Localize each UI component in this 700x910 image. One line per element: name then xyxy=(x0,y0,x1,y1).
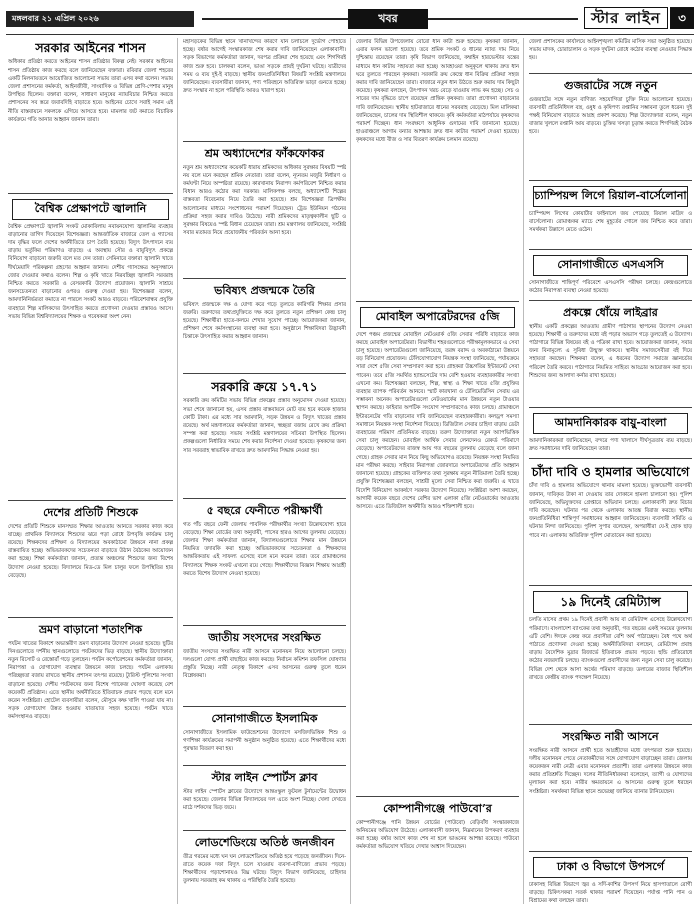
article-headline: সোনাগাজীতে ইসলামিক xyxy=(211,712,318,725)
article xyxy=(529,304,692,404)
article xyxy=(529,728,692,848)
article xyxy=(529,462,692,582)
article-headline: দেশের প্রতিটি শিশুকে xyxy=(43,506,138,519)
article xyxy=(8,38,173,190)
article-body: চ্যাম্পিয়ন্স লিগের কোয়ার্টার ফাইনালে জয় পেয়েছে রিয়াল মাদ্রিদ ও বার্সেলোনা। রোমাঞ্চকর ম্যাচে শেষ মুহূর্তের গোলে জয় নিশ্চিত করে তারা। সমর্থকরা উল্লাসে মেতে ওঠেন। xyxy=(529,210,692,234)
column-2 xyxy=(183,38,346,904)
article-headline: প্রকল্পে ধোঁয়ে লাইব্রার xyxy=(563,306,658,319)
divider xyxy=(8,617,173,618)
article-headline: আমদানিকারক বায়ু-বাংলা xyxy=(533,413,688,434)
column-divider xyxy=(523,38,524,904)
article-body: গত পাঁচ বছরে ফেনী জেলায় পাবলিক পরীক্ষার্থীর সংখ্যা উল্লেখযোগ্য হারে বেড়েছে। শিক্ষা বোর্ডের তথ্য অনুযায়ী, পাসের হারও আগের তুলনায় বেড়েছে। জেলার শিক্ষা কর্মকর্তারা জানান, বিদ্যালয়গুলোতে শিক্ষার মান উন্নয়নে নিয়মিত তদারকি করা হচ্ছে। অভিভাবকদের সচেতনতা ও শিক্ষকদের আন্তরিকতায় এই সাফল্য এসেছে বলে মনে করেন তারা। তবে গ্রামাঞ্চলের বিদ্যালয়ে শিক্ষক সংকট এখনো রয়ে গেছে। শিক্ষার্থীদের বিজ্ঞান শিক্ষায় আগ্রহী করতে বিশেষ উদ্যোগ নেওয়া হয়েছে। xyxy=(183,521,346,577)
article-body: কোম্পানীগঞ্জে পানি উন্নয়ন বোর্ডের (পাউবো) বেড়িবাঁধ সংস্কারকাজে অনিয়মের অভিযোগ উঠেছে। এলাকাবাসী জানান, নিম্নমানের উপকরণ ব্যবহার করা হচ্ছে। বর্ষার আগে কাজ শেষ না হলে ভাঙনের আশঙ্কা রয়েছে। পাউবো কর্মকর্তারা অভিযোগ খতিয়ে দেখার আশ্বাস দিয়েছেন। xyxy=(356,819,519,851)
article-headline: শ্রম অধ্যাদেশের ফাঁকফোকর xyxy=(204,147,325,160)
article-body: নতুন শ্রম অধ্যাদেশের কয়েকটি ধারায় শ্রমিকদের অধিকার সুরক্ষার বিষয়টি স্পষ্ট নয় বলে মনে করছেন শ্রমিক নেতারা। তারা বলেন, ন্যূনতম মজুরি নির্ধারণ ও কর্মঘণ্টা নিয়ে অস্পষ্টতা রয়েছে। কারখানায় নিরাপদ কর্মপরিবেশ নিশ্চিত করার বিধান আরও কঠোর করা দরকার। মালিকপক্ষ বলছে, অধ্যাদেশটি শিল্পের বাস্তবতা বিবেচনায় নিয়ে তৈরি করা হয়েছে। শ্রম বিশেষজ্ঞরা ত্রিপক্ষীয় আলোচনার মাধ্যমে সংশোধনের পরামর্শ দিয়েছেন। ট্রেড ইউনিয়ন গঠনের প্রক্রিয়া সহজ করার দাবিও উঠেছে। নারী শ্রমিকদের মাতৃত্বকালীন ছুটি ও সুরক্ষার বিষয়েও স্পষ্ট বিধান চেয়েছেন তারা। শ্রম মন্ত্রণালয় জানিয়েছে, সংশ্লিষ্ট সবার মতামত নিয়ে প্রয়োজনীয় পরিবর্তন আনা হবে। xyxy=(183,164,346,237)
issue-date: মঙ্গলবার ২১ এপ্রিল ২০২৬ xyxy=(6,11,194,27)
article-body: ভবিষ্যৎ প্রজন্মকে দক্ষ ও যোগ্য করে গড়ে তুলতে কারিগরি শিক্ষার প্রসার জরুরি। তরুণদের তথ্যপ্রযুক্তিতে দক্ষ করে তুলতে নতুন প্রশিক্ষণ কেন্দ্র চালু হয়েছে। শিক্ষার্থীরা হাতে-কলমে শেখার সুযোগ পাচ্ছে। আয়োজকরা জানান, প্রশিক্ষণ শেষে কর্মসংস্থানের ব্যবস্থা করা হবে। অনুষ্ঠানে শিক্ষাবিদরা উদ্ভাবনী চিন্তাকে উৎসাহিত করার আহ্বান জানান। xyxy=(183,301,346,341)
column-1 xyxy=(8,38,173,904)
article xyxy=(356,38,519,298)
article-body: পর্যটন খাতের বিকাশে অভ্যন্তরীণ ভ্রমণ বাড়ানোর উদ্যোগ নেওয়া হয়েছে। ছুটির দিনগুলোতে দর্শনীয় স্থানগুলোতে পর্যটকদের ভিড় বাড়ছে। স্থানীয় উদ্যোক্তারা নতুন রিসোর্ট ও রেস্তোরাঁ গড়ে তুলছেন। পর্যটন কর্পোরেশনের কর্মকর্তারা জানান, নিরাপত্তা ও যোগাযোগ ব্যবস্থার উন্নয়নে কাজ চলছে। পর্যটন এলাকায় পরিচ্ছন্নতা বজায় রাখতে স্থানীয় প্রশাসন তৎপর রয়েছে। ট্যুরিস্ট পুলিশের সংখ্যা বাড়ানো হয়েছে। দেশীয় পর্যটকদের জন্য বিশেষ প্যাকেজ ঘোষণা করেছে বেশ কয়েকটি প্রতিষ্ঠান। এতে স্থানীয় অর্থনীতিতে ইতিবাচক প্রভাব পড়ছে বলে মনে করেন সংশ্লিষ্টরা। হোটেল ব্যবসায়ীরা বলেন, মৌসুমে কক্ষ খালি পাওয়া যায় না। সড়ক যোগাযোগ উন্নত হওয়ায় যাতায়াত সহজ হয়েছে। পর্যটন খাতে কর্মসংস্থানও বাড়ছে। xyxy=(8,640,173,721)
article-headline: সরকারি ক্রয়ে ১৭.৭১ xyxy=(211,379,318,394)
divider xyxy=(183,706,346,707)
article xyxy=(183,629,346,703)
header-rule-left xyxy=(202,18,348,20)
article xyxy=(529,38,692,70)
divider xyxy=(183,373,346,374)
article xyxy=(183,834,346,904)
article-headline: সোনাগাজীতে এসএসসি xyxy=(533,255,688,276)
article xyxy=(356,800,519,900)
article-body: অধিকার প্রতিষ্ঠা করতে আইনের শাসন প্রতিষ্ঠার বিকল্প নেই। সরকার আইনের শাসন প্রতিষ্ঠায় কাজ করছে বলে জানিয়েছেন বক্তারা। রবিবার জেলা শহরের একটি মিলনায়তনে আয়োজিত আলোচনা সভায় তারা এসব কথা বলেন। সভায় জেলা প্রশাসনের কর্মকর্তা, আইনজীবী, সাংবাদিক ও বিভিন্ন শ্রেণি-পেশার মানুষ উপস্থিত ছিলেন। বক্তারা বলেন, সাধারণ মানুষের ন্যায়বিচার নিশ্চিত করতে প্রশাসনের সব স্তরে জবাবদিহি বাড়াতে হবে। আইনের চোখে সবাই সমান এই নীতি বাস্তবায়নে সকলকে এগিয়ে আসতে হবে। মামলার জট কমাতে বিচারিক কার্যক্রমে গতি আনার আহ্বান জানান তারা। xyxy=(8,59,173,123)
column-divider xyxy=(177,38,178,904)
divider xyxy=(529,585,692,586)
article-headline: কোম্পানীগঞ্জে পাউবো’র xyxy=(383,802,492,815)
divider xyxy=(8,193,173,194)
divider xyxy=(529,249,692,250)
article-body: তীব্র গরমের মধ্যে ঘন ঘন লোডশেডিংয়ে অতিষ্ঠ হয়ে পড়েছে জনজীবন। দিনে-রাতে কয়েক দফা বিদ্যুৎ চলে যাওয়ায় ব্যবসা-বাণিজ্যে প্রভাব পড়ছে। শিক্ষার্থীদের পড়াশোনায়ও বিঘ্ন ঘটছে। বিদ্যুৎ বিভাগ জানিয়েছে, চাহিদার তুলনায় সরবরাহ কম থাকায় এ পরিস্থিতি তৈরি হয়েছে। xyxy=(183,853,346,885)
article-body: বৈশ্বিক প্রেক্ষাপটে জ্বালানি সংকট মোকাবিলায় নবায়নযোগ্য জ্বালানির ব্যবহার বাড়ানোর তাগিদ দিয়েছেন বিশেষজ্ঞরা। আন্তর্জাতিক বাজারে তেল ও গ্যাসের দাম বৃদ্ধির ফলে দেশের অর্থনীতিতে চাপ তৈরি হয়েছে। বিদ্যুৎ উৎপাদনে ব্যয় বাড়ায় ভর্তুকির পরিমাণও বাড়ছে। এ অবস্থায় সৌর ও বায়ুবিদ্যুৎ প্রকল্পে বিনিয়োগ বাড়ানো জরুরি বলে মত দেন তারা। সেমিনারে বক্তারা জ্বালানি খাতে দীর্ঘমেয়াদি পরিকল্পনা গ্রহণের আহ্বান জানান। দেশীয় গ্যাসক্ষেত্র অনুসন্ধানে জোর দেওয়ার কথাও বলেন। শিল্প ও কৃষি খাতে নিরবচ্ছিন্ন জ্বালানি সরবরাহ নিশ্চিত করতে সরকারি ও বেসরকারি উদ্যোগ প্রয়োজন। জ্বালানি সাশ্রয়ে জনসচেতনতা বাড়ানোর ওপরও গুরুত্ব দেওয়া হয়। বিশেষজ্ঞরা বলেন, আমদানিনির্ভরতা কমাতে না পারলে সংকট আরও বাড়বে। পরিবেশবান্ধব প্রযুক্তি ব্যবহারে শিল্প মালিকদের উৎসাহিত করতে প্রণোদনা দেওয়ার প্রস্তাবও আসে। সভায় বিভিন্ন বিশ্ববিদ্যালয়ের শিক্ষক ও গবেষকরা অংশ নেন। xyxy=(8,223,173,320)
article-headline: গুজরাটের সঙ্গে নতুন xyxy=(563,79,658,92)
article xyxy=(529,589,692,721)
article xyxy=(183,377,346,495)
article-headline: সরকার আইনের শাসন xyxy=(35,40,146,55)
divider xyxy=(529,458,692,459)
divider xyxy=(529,73,692,74)
divider xyxy=(529,300,692,301)
article xyxy=(183,710,346,762)
divider xyxy=(183,625,346,626)
article-headline: স্টার লাইন স্পোর্টস ক্লাব xyxy=(211,771,318,784)
article-body: আমদানিকারকরা জানিয়েছেন, বন্দরে পণ্য খালাসে দীর্ঘসূত্রতায় ব্যয় বাড়ছে। দ্রুত সমাধানের দাবি জানিয়েছেন তারা। xyxy=(529,437,692,452)
article-body: চাঁদা দাবি ও হামলার অভিযোগে থানায় মামলা হয়েছে। ভুক্তভোগী ব্যবসায়ী জানান, দাবিকৃত টাকা না দেওয়ায় তার দোকানে হামলা চালানো হয়। পুলিশ জানিয়েছে, অভিযুক্তদের গ্রেপ্তারে অভিযান চলছে। এলাকাবাসী দ্রুত বিচার দাবি করেছেন। ঘটনার পর থেকে এলাকায় আতঙ্ক বিরাজ করছে। স্থানীয় জনপ্রতিনিধিরা শান্তিপূর্ণ সমাধানের আহ্বান জানিয়েছেন। ব্যবসায়ী সমিতি এ ঘটনার নিন্দা জানিয়েছে। পুলিশ সুপার বলেছেন, অপরাধীরা যে-ই হোক ছাড় পাবে না। এলাকায় অতিরিক্ত পুলিশ মোতায়েন করা হয়েছে। xyxy=(529,483,692,539)
article-headline: সংরক্ষিত নারী আসনে xyxy=(562,730,659,743)
article-body: গুজরাটের সঙ্গে নতুন বাণিজ্য সহযোগিতা চুক্তি নিয়ে আলোচনা হয়েছে। ব্যবসায়ী প্রতিনিধিদল বস্ত্র, ওষুধ ও কৃষিপণ্য রপ্তানির সম্ভাবনা তুলে ধরেন। দুই পক্ষই বিনিয়োগ বাড়াতে আগ্রহ প্রকাশ করেছে। শিল্প উদ্যোক্তারা বলেন, নতুন বাজার খুললে রপ্তানি আয় বাড়বে। চুক্তির খসড়া চূড়ান্ত করতে শিগগিরই বৈঠক হবে। xyxy=(529,96,692,136)
article-headline: জাতীয় সংসদের সংরক্ষিত xyxy=(208,631,321,644)
page-header xyxy=(6,5,694,32)
article xyxy=(183,769,346,827)
article xyxy=(8,504,173,614)
article xyxy=(8,621,173,904)
article xyxy=(529,253,692,297)
article-headline: ভবিষ্যৎ প্রজন্মকে তৈরি xyxy=(214,284,315,297)
article-body: স্টার লাইন স্পোর্টস ক্লাবের উদ্যোগে আন্তঃস্কুল ফুটবল টুর্নামেন্টের উদ্বোধন করা হয়েছে। জেলার বিভিন্ন বিদ্যালয়ের দল এতে অংশ নিচ্ছে। খেলা দেখতে মাঠে দর্শকদের ভিড় জমে। xyxy=(183,788,346,812)
section-label: খবর xyxy=(348,9,428,29)
article xyxy=(183,282,346,370)
divider xyxy=(356,301,519,302)
article-body: সোনাগাজীতে শান্তিপূর্ণ পরিবেশে এসএসসি পরীক্ষা চলছে। কেন্দ্রগুলোতে কঠোর নিরাপত্তা ব্যবস্থা নেওয়া হয়েছে। xyxy=(529,279,692,294)
article xyxy=(529,855,692,904)
article-headline: চ্যাম্পিয়ন্স লিগে রিয়াল-বার্সেলোনা xyxy=(533,186,688,207)
article xyxy=(529,411,692,455)
divider xyxy=(529,407,692,408)
divider xyxy=(183,765,346,766)
article-body: জাতীয় সংসদের সংরক্ষিত নারী আসনে মনোনয়ন নিয়ে আলোচনা চলছে। দলগুলো যোগ্য প্রার্থী বাছাইয়ে কাজ করছে। নির্বাচন কমিশন তফসিল ঘোষণার প্রস্তুতি নিচ্ছে। নারী নেতৃত্ব বিকাশে এসব আসনের গুরুত্ব তুলে ধরেন বিশ্লেষকরা। xyxy=(183,648,346,680)
divider xyxy=(529,724,692,725)
article xyxy=(529,77,692,177)
article-body: সংরক্ষিত নারী আসনে প্রার্থী হতে আগ্রহীদের মধ্যে তৎপরতা শুরু হয়েছে। দলীয় মনোনয়ন পেতে নেতাকর্মীদের সঙ্গে যোগাযোগ বাড়াচ্ছেন তারা। জেলায় কয়েকজন নারী নেত্রী এবার মনোনয়ন প্রত্যাশী। তারা এলাকার উন্নয়নে কাজ করার প্রতিশ্রুতি দিচ্ছেন। দলের নীতিনির্ধারকরা বলেছেন, ত্যাগী ও যোগ্যদের মূল্যায়ন করা হবে। নারীর ক্ষমতায়নে এ আসনের গুরুত্ব তুলে ধরছেন সংশ্লিষ্টরা। সমর্থকরা বিভিন্ন স্থানে শুভেচ্ছা জানিয়ে ব্যানার টানিয়েছেন। xyxy=(529,747,692,795)
divider xyxy=(183,830,346,831)
divider xyxy=(529,851,692,852)
divider xyxy=(183,498,346,499)
article xyxy=(529,184,692,246)
header-rule-right xyxy=(428,18,578,20)
divider xyxy=(529,180,692,181)
article-body: দেশের প্রতিটি শিশুকে মানসম্মত শিক্ষার আওতায় আনতে সরকার কাজ করে যাচ্ছে। প্রাথমিক বিদ্যালয়ে শিশুদের ঝরে পড়া রোধে উপবৃত্তি কার্যক্রম চালু রয়েছে। শিক্ষকদের প্রশিক্ষণ ও বিদ্যালয়ের অবকাঠামো উন্নয়নে নানা প্রকল্প বাস্তবায়িত হচ্ছে। অভিভাবকদের সচেতনতা বাড়াতে উঠান বৈঠকের আয়োজন করা হচ্ছে। শিক্ষা কর্মকর্তারা জানান, প্রত্যন্ত অঞ্চলের শিশুদের জন্য বিশেষ উদ্যোগ নেওয়া হয়েছে। বিদ্যালয়ে মিড-ডে মিল চালুর ফলে উপস্থিতির হার বেড়েছে। xyxy=(8,523,173,579)
article-body: জেলার বিভিন্ন উপজেলায় বোরো ধান কাটা শুরু হয়েছে। কৃষকরা জানান, এবার ফলন ভালো হয়েছে। তবে শ্রমিক সংকট ও ধানের ন্যায্য দাম নিয়ে দুশ্চিন্তায় রয়েছেন তারা। কৃষি বিভাগ জানিয়েছে, কম্বাইন হারভেস্টার যন্ত্রের মাধ্যমে ধান কাটায় সহায়তা করা হচ্ছে। আবহাওয়া অনুকূলে থাকায় দ্রুত ধান ঘরে তুলতে পারছেন কৃষকরা। সরকারি ক্রয় কেন্দ্রে ধান বিক্রির প্রক্রিয়া সহজ করার দাবি জানিয়েছেন তারা। বাজারে নতুন ধান উঠতে শুরু করায় দাম কিছুটা কমেছে। কৃষকরা বলছেন, উৎপাদন খরচ বেড়ে যাওয়ায় লাভ কম হচ্ছে। সেচ ও সারের দাম বৃদ্ধিতে চাপে রয়েছেন প্রান্তিক কৃষকরা। তারা প্রণোদনা বাড়ানোর দাবি জানিয়েছেন। স্থানীয় হাটবাজারে ধানের সরবরাহ বেড়েছে। মিল মালিকরা জানিয়েছেন, চালের দাম স্থিতিশীল থাকবে। কৃষি কর্মকর্তারা মাঠপর্যায়ে কৃষকদের পরামর্শ দিচ্ছেন। ধান সংরক্ষণে আধুনিক গুদামের দাবি জানানো হয়েছে। হাওরাঞ্চলে আগাম বন্যার আশঙ্কায় দ্রুত ধান কাটার পরামর্শ দেওয়া হয়েছে। কৃষকদের মধ্যে বীজ ও সার বিতরণ কার্যক্রম চলমান রয়েছে। xyxy=(356,39,519,144)
newspaper-logo: স্টার লাইন xyxy=(584,7,668,29)
article xyxy=(356,305,519,793)
article-headline: মোবাইল অপারেটরদের ৫জি xyxy=(360,307,515,328)
article xyxy=(183,145,346,275)
article xyxy=(8,197,173,497)
column-3 xyxy=(356,38,519,904)
column-divider xyxy=(350,38,351,904)
article-body: স্থানীয় একটি প্রকল্পের আওতায় গ্রামীণ পাঠাগার স্থাপনের উদ্যোগ নেওয়া হয়েছে। শিক্ষার্থী ও তরুণদের মধ্যে বই পড়ার অভ্যাস গড়ে তুলতেই এ উদ্যোগ। পাঠাগারে বিভিন্ন বিষয়ের বই ও পত্রিকা রাখা হবে। আয়োজকরা জানান, সবার জন্য বিনামূল্যে এ সুবিধা উন্মুক্ত থাকবে। স্থানীয় সমাজসেবীরা বই দিয়ে সহায়তা করছেন। শিক্ষকরা বলেন, এ ধরনের উদ্যোগ সমাজে জ্ঞানচর্চার পরিবেশ তৈরি করবে। পাঠাগারে নিয়মিত সাহিত্য আড্ডার আয়োজন করা হবে। শিশুদের জন্য আলাদা কর্নার রাখা হয়েছে। xyxy=(529,323,692,379)
article-headline: ভ্রমণ বাড়ানো শতাংশিক xyxy=(38,623,143,636)
article-body: সোনাগাজীতে ইসলামিক ফাউন্ডেশনের উদ্যোগে মসজিদভিত্তিক শিশু ও গণশিক্ষা কার্যক্রমের সমাপনী অনুষ্ঠান অনুষ্ঠিত হয়েছে। এতে শিক্ষার্থীদের মধ্যে পুরস্কার বিতরণ করা হয়। xyxy=(183,729,346,753)
article-body: চলতি মাসের প্রথম ১৯ দিনেই প্রবাসী আয় বা রেমিট্যান্স এসেছে উল্লেখযোগ্য পরিমাণে। বাংলাদেশ ব্যাংকের তথ্য অনুযায়ী, গত বছরের একই সময়ের তুলনায় এটি বেশি। ঈদকে কেন্দ্র করে প্রবাসীরা বেশি অর্থ পাঠাচ্ছেন। বৈধ পথে অর্থ পাঠাতে প্রণোদনা দেওয়া হচ্ছে। অর্থনীতিবিদরা বলছেন, রেমিট্যান্স প্রবাহ বাড়ায় বৈদেশিক মুদ্রার রিজার্ভে ইতিবাচক প্রভাব পড়বে। হুন্ডি প্রতিরোধে কঠোর নজরদারি চলছে। ব্যাংকগুলো প্রবাসীদের জন্য নতুন সেবা চালু করেছে। বিভিন্ন দেশ থেকে আসা অর্থের পরিমাণ বাড়ছে। ডলারের বাজার স্থিতিশীল রাখতে কেন্দ্রীয় ব্যাংক পদক্ষেপ নিয়েছে। xyxy=(529,617,692,681)
article-headline: চাঁদা দাবি ও হামলার অভিযোগে xyxy=(531,464,690,479)
article-headline: লোডশেডিংয়ে অতিষ্ঠ জনজীবন xyxy=(194,836,335,849)
article xyxy=(183,38,346,138)
article xyxy=(183,502,346,622)
article-body: জেলা প্রশাসকের কার্যালয়ে আইনশৃঙ্খলা কমিটির মাসিক সভা অনুষ্ঠিত হয়েছে। সভায় মাদক, চোরাচালান ও সড়ক দুর্ঘটনা রোধে কঠোর ব্যবস্থা নেওয়ার সিদ্ধান্ত হয়। xyxy=(529,39,692,62)
article-headline: ৫ বছরে ফেনীতে পরীক্ষার্থী xyxy=(206,504,323,517)
divider xyxy=(183,141,346,142)
article-headline: বৈশ্বিক প্রেক্ষাপটে জ্বালানি xyxy=(12,199,169,220)
divider xyxy=(183,278,346,279)
divider xyxy=(8,500,173,501)
article-headline: ১৯ দিনেই রেমিট্যান্স xyxy=(533,591,688,613)
article-body: মহাসড়কের বিভিন্ন স্থানে খানাখন্দের কারণে যান চলাচলে দুর্ভোগ পোহাতে হচ্ছে। বর্ষার আগেই সংস্কারকাজ শেষ করার দাবি জানিয়েছেন এলাকাবাসী। সড়ক বিভাগের কর্মকর্তারা জানান, দরপত্র প্রক্রিয়া শেষ হয়েছে এবং শিগগিরই কাজ শুরু হবে। চালকরা বলেন, ভাঙা সড়কে প্রায়ই দুর্ঘটনা ঘটছে। যাত্রীদের সময় ও ব্যয় দুই-ই বাড়ছে। স্থানীয় জনপ্রতিনিধিরা বিষয়টি সংশ্লিষ্ট মন্ত্রণালয়ে জানিয়েছেন। ব্যবসায়ীরা জানান, পণ্য পরিবহনে অতিরিক্ত ভাড়া গুনতে হচ্ছে। দ্রুত সংস্কার না হলে পরিস্থিতি আরও খারাপ হবে। xyxy=(183,39,346,95)
article-body: দেশে পঞ্চম প্রজন্মের মোবাইল নেটওয়ার্ক ৫জি সেবার পরিধি বাড়াতে কাজ করছে মোবাইল অপারেটররা। বিভাগীয় শহরগুলোতে পরীক্ষামূলকভাবে এ সেবা চালু হয়েছে। অপারেটরগুলো জানিয়েছে, তরঙ্গ বরাদ্দ ও অবকাঠামো উন্নয়নে বড় বিনিয়োগ প্রয়োজন। টেলিযোগাযোগ নিয়ন্ত্রক সংস্থা জানিয়েছে, পর্যায়ক্রমে সারা দেশে ৫জি সেবা সম্প্রসারণ করা হবে। গ্রাহকরা উচ্চগতির ইন্টারনেট সেবা পাবেন। তবে ৫জি সমর্থিত হ্যান্ডসেটের দাম বেশি হওয়ায় ব্যবহারকারীর সংখ্যা এখনো কম। বিশেষজ্ঞরা বলছেন, শিল্প, স্বাস্থ্য ও শিক্ষা খাতে ৫জি প্রযুক্তির ব্যবহার ব্যাপক পরিবর্তন আনবে। স্মার্ট কারখানা ও টেলিমেডিসিন সেবায় এর সম্ভাবনা অনেক। অপারেটরগুলো নেটওয়ার্কের মান উন্নয়নে নতুন টাওয়ার স্থাপন করছে। ফাইবার অপটিক সংযোগ সম্প্রসারণেও কাজ চলছে। গ্রামাঞ্চলে ইন্টারনেটের গতি বাড়ানোর দাবি জানিয়েছেন ব্যবহারকারীরা। কলড্রপ সমস্যা সমাধানে নিয়ন্ত্রক সংস্থা নির্দেশনা দিয়েছে। ডিজিটাল সেবার চাহিদা বাড়ায় ডেটা ব্যবহারের পরিমাণ প্রতিনিয়ত বাড়ছে। তরুণ উদ্যোক্তারা নতুন অ্যাপভিত্তিক সেবা চালু করছেন। মোবাইল আর্থিক সেবার লেনদেনও রেকর্ড পরিমাণে বেড়েছে। অপারেটরদের রাজস্ব আয় গত বছরের তুলনায় বেড়েছে বলে জানা গেছে। গ্রাহক সেবার মান নিয়ে কিছু অভিযোগও রয়েছে। নিয়ন্ত্রক সংস্থা নিয়মিত মান পরীক্ষা করছে। সাইবার নিরাপত্তা জোরদারে অপারেটরদের প্রতি আহ্বান জানানো হয়েছে। গ্রাহকের ব্যক্তিগত তথ্য সুরক্ষায় নতুন নীতিমালা তৈরি হচ্ছে। প্রযুক্তি বিশেষজ্ঞরা বলছেন, সাশ্রয়ী মূল্যে সেবা নিশ্চিত করা জরুরি। এ খাতে বিদেশি বিনিয়োগ আকর্ষণে সরকার উদ্যোগ নিয়েছে। সংশ্লিষ্টরা আশা করছেন, আগামী কয়েক বছরে দেশের বেশির ভাগ এলাকা ৫জি নেটওয়ার্কের আওতায় আসবে। এতে ডিজিটাল অর্থনীতি আরও শক্তিশালী হবে। xyxy=(356,331,519,510)
article-headline: ঢাকা ও বিভাগে উপসর্গে xyxy=(533,857,688,878)
article-body: সরকারি ক্রয় কমিটির সভায় বিভিন্ন প্রকল্পের প্রস্তাব অনুমোদন দেওয়া হয়েছে। সভা শেষে জানানো হয়, এসব প্রস্তাব বাস্তবায়নে মোট ব্যয় হবে কয়েক হাজার কোটি টাকা। এর মধ্যে সার আমদানি, সড়ক উন্নয়ন ও বিদ্যুৎ খাতের প্রস্তাব রয়েছে। অর্থ মন্ত্রণালয়ের কর্মকর্তারা জানান, স্বচ্ছতা বজায় রেখে ক্রয় প্রক্রিয়া সম্পন্ন করা হয়েছে। সভায় সংশ্লিষ্ট মন্ত্রণালয়ের সচিবরা উপস্থিত ছিলেন। প্রকল্পগুলো নির্ধারিত সময়ে শেষ করার নির্দেশনা দেওয়া হয়েছে। কৃষকদের জন্য সার সরবরাহ স্বাভাবিক রাখতে দ্রুত আমদানির সিদ্ধান্ত নেওয়া হয়। xyxy=(183,398,346,454)
page-number: ৩ xyxy=(670,7,694,29)
divider xyxy=(356,796,519,797)
column-4 xyxy=(529,38,692,904)
header-divider xyxy=(6,34,694,35)
article-body: ঢাকাসহ বিভিন্ন বিভাগে জ্বর ও সর্দি-কাশির উপসর্গ নিয়ে হাসপাতালে রোগী বাড়ছে। চিকিৎসকরা সতর্ক থাকার পরামর্শ দিয়েছেন। পর্যাপ্ত পানি পান ও বিশ্রামের কথা বলছেন তারা। xyxy=(529,881,692,904)
